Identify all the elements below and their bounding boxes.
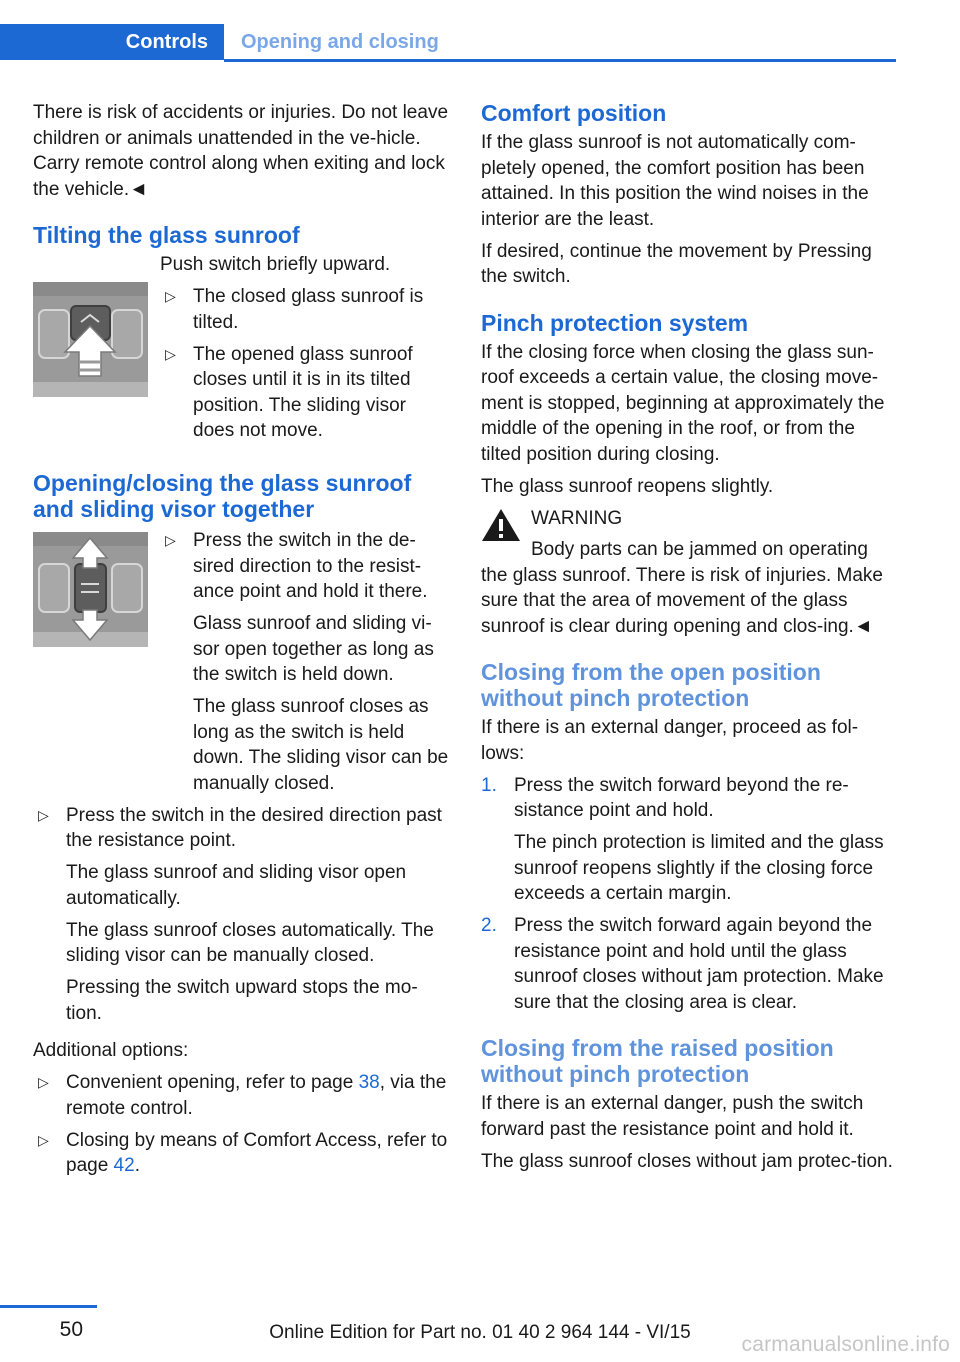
section-tilting [33,222,449,450]
page-link-42[interactable]: 42 [113,1155,135,1176]
heading-tilting: Tilting the glass sunroof [33,222,300,248]
page-link-38[interactable]: 38 [358,1072,380,1093]
open-position-steps [481,773,896,1016]
page-header [0,24,896,60]
raised-position-paragraph-2: The glass sunroof closes without jam protec-tion. [481,1150,893,1172]
pinch-paragraph-2: The glass sunroof reopens slightly. [481,475,774,497]
heading-raised-position: Closing from the raised position without pinch protection [481,1035,834,1087]
sunroof-switch-updown-figure [33,532,148,647]
page-number: 50 [59,1318,83,1341]
heading-comfort: Comfort position [481,100,667,126]
heading-together: Opening/closing the glass sunroof and sliding visor together [33,470,412,522]
section-together [33,470,449,1026]
sunroof-switch-updown-icon [33,532,148,647]
section-pinch [481,310,896,500]
section-comfort [481,100,896,290]
section-tab-controls: Controls [0,24,224,60]
warning-body: the glass sunroof. There is risk of injuries. Make sure that the area of movement of the glass sunroof is clear during opening and clos-ing.◄ [481,564,883,637]
warning-title: WARNING [531,507,623,529]
heading-open-position: Closing from the open position without pinch protection [481,659,821,711]
pinch-paragraph-1: If the closing force when closing the glass sun-roof exceeds a certain value, the closing move-ment is stopped, beginning at approximately the middle of the opening in the roof, or from the tilted position during closing. [481,341,885,465]
triangle-bullet-icon: ▷ [165,288,176,304]
section-tab-opening-closing: Opening and closing [241,31,439,53]
comfort-paragraph-1: If the glass sunroof is not automatically com-pletely opened, the comfort position has been attained. In this position the wind noises in the interior are the least. [481,132,869,230]
tilting-text [160,252,449,450]
together-bullets-full [33,803,449,1027]
triangle-bullet-icon: ▷ [165,345,176,362]
list-item: ▷ Convenient opening, refer to page 38, via the remote control. [38,1072,447,1119]
raised-position-paragraph-1: If there is an external danger, push the switch forward past the resistance point and hold it. [481,1093,864,1140]
triangle-bullet-icon: ▷ [165,532,176,548]
step-number: 1. [481,774,497,796]
together-figure-row [33,528,449,803]
additional-label: Additional options: [33,1040,189,1061]
section-open-position [481,659,896,1015]
together-text [160,528,449,803]
list-item: ▷ The opened glass sunroof closes until it is in its tilted position. The sliding visor does not move. [165,343,413,441]
edition-note: Online Edition for Part no. 01 40 2 964 144 - VI/15 [269,1322,691,1343]
step-number: 2. [481,915,497,936]
list-item: ▷ Closing by means of Comfort Access, refer to page 42. [38,1129,448,1176]
warning-first-line: Body parts can be jammed on operating [531,539,868,560]
tilting-figure-row [33,252,449,450]
list-item: 2. Press the switch forward again beyond the resistance point and hold until the glass sunroof closes without jam protection. Make sure that the closing area is clear. [481,915,884,1013]
right-column [481,100,896,1181]
together-bullets [160,528,449,796]
triangle-bullet-icon: ▷ [38,806,49,823]
section-additional [33,1038,449,1179]
comfort-paragraph-2: If desired, continue the movement by Pressing the switch. [481,240,872,287]
warning-box [481,506,896,640]
tilting-bullets [160,284,449,444]
list-item: ▷ The closed glass sunroof is tilted. [165,286,424,333]
heading-pinch: Pinch protection system [481,309,749,336]
sunroof-switch-up-icon [33,282,148,397]
triangle-bullet-icon: ▷ [38,1074,49,1090]
open-position-lead: If there is an external danger, proceed as fol-lows: [481,717,859,764]
additional-bullets [33,1070,449,1179]
list-item: 1. Press the switch forward beyond the re-sistance point and hold. The pinch protection is limited and the glass sunroof reopens slightly if the closing force exceeds a certain margin. [481,774,884,904]
watermark: carmanualsonline.info [741,1333,950,1356]
list-item: ▷ Press the switch in the desired direction past the resistance point. The glass sunroof and sliding visor open automatically. The glass sunroof closes automatically. The sliding visor can be manually closed. Pressing the switch upward stops the mo-tion. [38,804,442,1024]
list-item: ▷ Press the switch in the de-sired direction to the resist-ance point and hold it there. Glass sunroof and sliding vi-sor open together as long as the switch is held down. The glass sunroof closes as long as the switch is held down. The sliding visor can be manually closed. [165,530,449,794]
footer-rule [0,1305,97,1308]
left-column [33,100,449,1185]
intro-paragraph: There is risk of accidents or injuries. Do not leave children or animals unattended in the ve-hicle. Carry remote control along when exiting and lock the vehicle.◄ [33,102,449,200]
warning-triangle-icon [481,508,521,542]
header-rule [224,59,896,62]
triangle-bullet-icon: ▷ [38,1131,49,1148]
sunroof-switch-tilt-figure [33,282,148,397]
tilting-lead: Push switch briefly upward. [160,254,391,275]
section-raised-position [481,1035,896,1174]
